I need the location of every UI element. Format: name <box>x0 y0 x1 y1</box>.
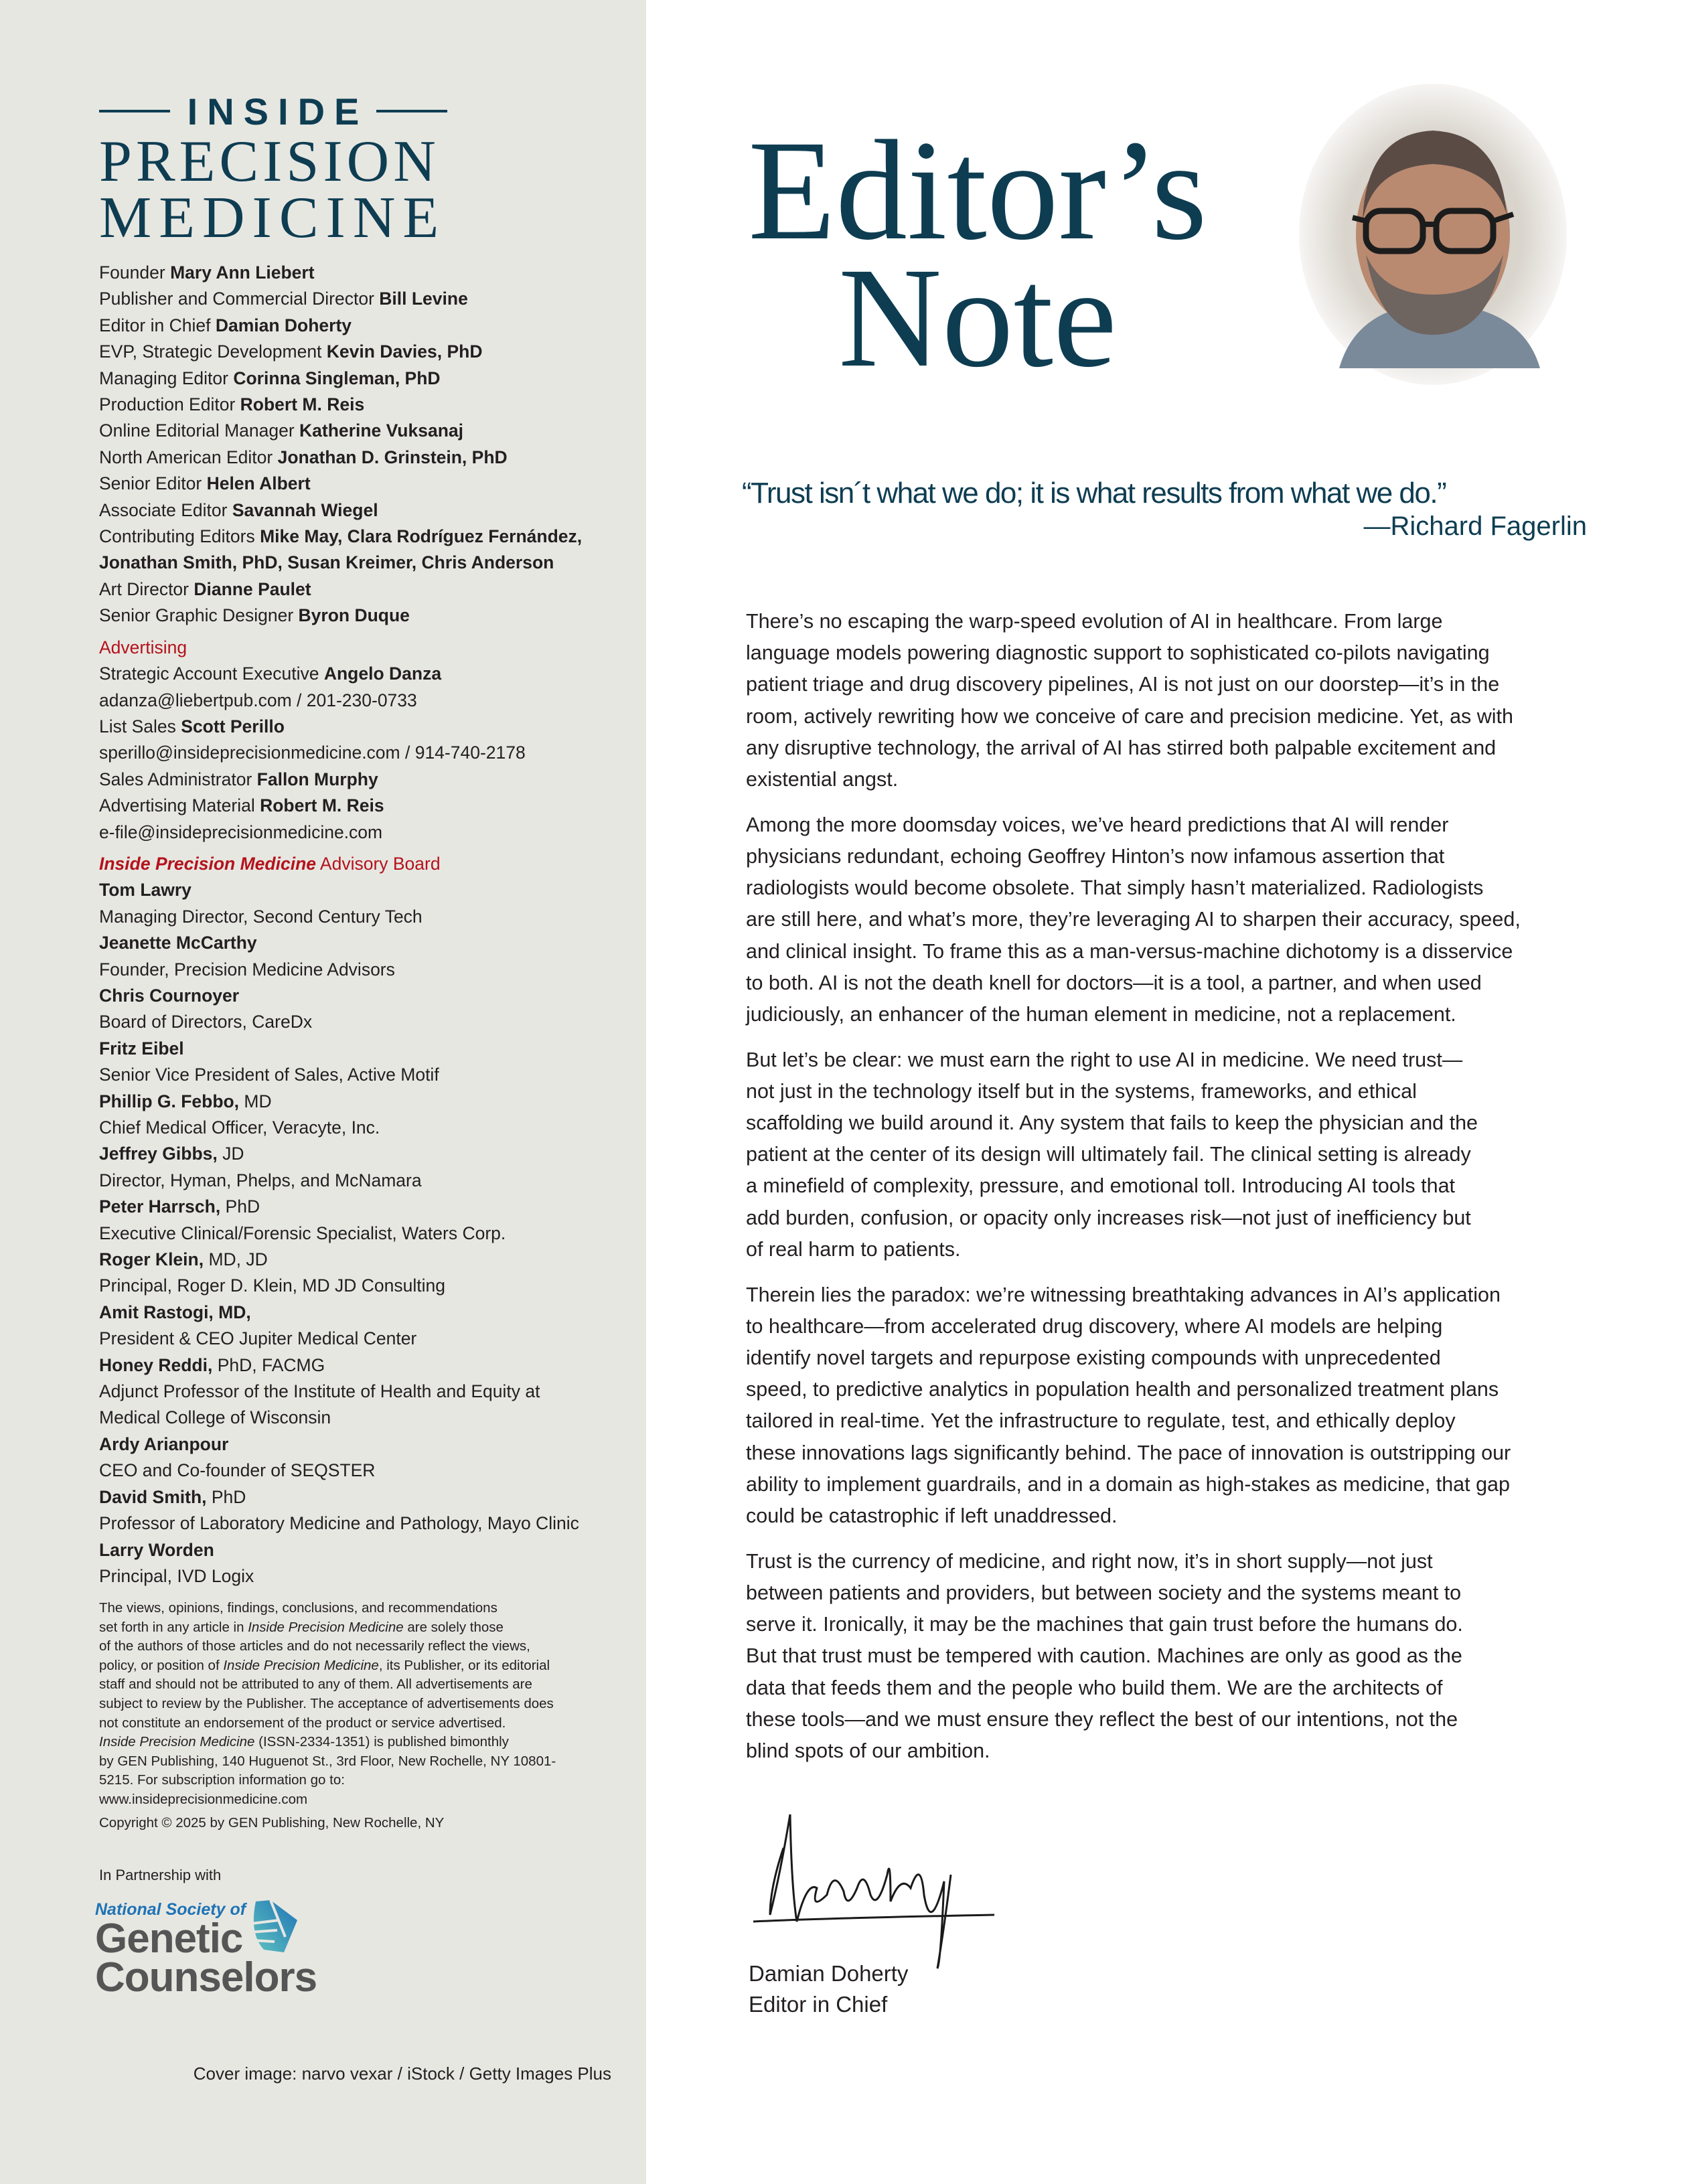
staff-line: Senior Editor Helen Albert <box>99 473 311 494</box>
paragraph <box>746 1279 1596 1533</box>
paragraph <box>746 1546 1596 1767</box>
board-member-title: Principal, IVD Logix <box>99 1565 254 1586</box>
board-member-name: Jeffrey Gibbs, JD <box>99 1144 244 1164</box>
copyright: Copyright © 2025 by GEN Publishing, New Rochelle, NY <box>99 1814 445 1830</box>
paragraph-line: any disruptive technology, the arrival of AI has stirred both palpable excitement and <box>746 736 1497 759</box>
board-member-name: David Smith, PhD <box>99 1486 246 1507</box>
logo-text: Genetic <box>95 1916 243 1962</box>
staff-line: Senior Graphic Designer Byron Duque <box>99 605 410 626</box>
paragraph-line: But let’s be clear: we must earn the right to use AI in medicine. We need trust— <box>746 1048 1463 1071</box>
disclaimer-line: staff and should not be attributed to any of them. All advertisements are <box>99 1676 532 1693</box>
paragraph-line: and clinical insight. To frame this as a man-versus-machine dichotomy is a disservice <box>746 939 1513 963</box>
paragraph-line: tailored in real-time. Yet the infrastructure to regulate, test, and ethically deploy <box>746 1409 1456 1433</box>
board-member-title: Principal, Roger D. Klein, MD JD Consulting <box>99 1275 445 1296</box>
paragraph-line: patient at the center of its design will ultimately fail. The clinical setting is already <box>746 1143 1471 1166</box>
board-member-name: Larry Worden <box>99 1539 214 1560</box>
disclaimer-line: www.insideprecisionmedicine.com <box>99 1791 308 1807</box>
staff-line: Production Editor Robert M. Reis <box>99 394 365 415</box>
board-member-name: Peter Harrsch, PhD <box>99 1196 260 1217</box>
disclaimer <box>99 1599 628 1832</box>
board-member-title: Professor of Laboratory Medicine and Pathology, Mayo Clinic <box>99 1513 579 1534</box>
advertising-line: Strategic Account Executive Angelo Danza <box>99 664 442 684</box>
partner-label: In Partnership with <box>99 1867 222 1883</box>
quote-attribution: —Richard Fagerlin <box>1363 512 1587 541</box>
page-title <box>737 111 1219 397</box>
pull-quote <box>742 477 1587 542</box>
signoff <box>749 1958 908 2020</box>
signoff-title: Editor in Chief <box>749 1992 888 2017</box>
staff-line: Managing Editor Corinna Singleman, PhD <box>99 368 441 388</box>
disclaimer-line: 5215. For subscription information go to: <box>99 1772 345 1788</box>
disclaimer-line: by GEN Publishing, 140 Huguenot St., 3rd Floor, New Rochelle, NY 10801- <box>99 1753 556 1769</box>
paragraph-line: between patients and providers, but between society and the systems meant to <box>746 1581 1462 1604</box>
paragraph-line: to both. AI is not the death knell for doctors—it is a tool, a partner, and when used <box>746 971 1482 994</box>
disclaimer-line: of the authors of those articles and do not necessarily reflect the views, <box>99 1638 530 1654</box>
advertising-heading: Advertising <box>99 637 187 657</box>
paragraph-line: scaffolding we build around it. Any system that fails to keep the physician and the <box>746 1111 1478 1135</box>
board-member-title: Chief Medical Officer, Veracyte, Inc. <box>99 1117 380 1138</box>
paragraph-line: to healthcare—from accelerated drug discovery, where AI models are helping <box>746 1314 1443 1338</box>
disclaimer-line: policy, or position of Inside Precision Medicine, its Publisher, or its editorial <box>99 1657 550 1673</box>
quote-text: “Trust isn´t what we do; it is what results from what we do.” <box>742 477 1446 510</box>
paragraph-line: existential angst. <box>746 768 899 791</box>
board-member-name: Chris Cournoyer <box>99 985 240 1006</box>
staff-line: Jonathan Smith, PhD, Susan Kreimer, Chris Anderson <box>99 552 554 573</box>
board-member-title: President & CEO Jupiter Medical Center <box>99 1328 417 1349</box>
staff-line: Online Editorial Manager Katherine Vuksanaj <box>99 420 464 441</box>
advertising-line: e-file@insideprecisionmedicine.com <box>99 822 383 842</box>
logo-medicine: MEDICINE <box>99 185 447 250</box>
advertising-line: sperillo@insideprecisionmedicine.com / 914-740-2178 <box>99 743 526 763</box>
title-line: Note <box>838 238 1117 397</box>
masthead-sidebar <box>0 0 646 2184</box>
paragraph-line: speed, to predictive analytics in population health and personalized treatment plans <box>746 1378 1499 1401</box>
paragraph-line: ability to implement guardrails, and in a domain as high-stakes as medicine, that gap <box>746 1472 1510 1496</box>
board-member-name: Tom Lawry <box>99 880 192 901</box>
publication-logo <box>99 90 447 250</box>
paragraph <box>746 809 1596 1030</box>
logo-precision: PRECISION <box>99 129 440 194</box>
board-member-title: Medical College of Wisconsin <box>99 1407 331 1428</box>
paragraph-line: a minefield of complexity, pressure, and emotional toll. Introducing AI tools that <box>746 1174 1456 1198</box>
board-member-name: Honey Reddi, PhD, FACMG <box>99 1354 325 1375</box>
paragraph-line: But that trust must be tempered with caution. Machines are only as good as the <box>746 1644 1462 1668</box>
advertising-line: List Sales Scott Perillo <box>99 716 285 736</box>
disclaimer-line: set forth in any article in Inside Precision Medicine are solely those <box>99 1619 504 1635</box>
board-member-name: Amit Rastogi, MD, <box>99 1302 251 1322</box>
paragraph <box>746 1044 1596 1265</box>
paragraph-line: of real harm to patients. <box>746 1237 961 1261</box>
signoff-name: Damian Doherty <box>749 1961 909 1986</box>
staff-line: Associate Editor Savannah Wiegel <box>99 499 378 520</box>
paragraph-line: patient triage and drug discovery pipelines, AI is not just on our doorstep—it’s in the <box>746 673 1500 696</box>
disclaimer-line: subject to review by the Publisher. The acceptance of advertisements does <box>99 1695 554 1711</box>
paragraph-line: Trust is the currency of medicine, and right now, it’s in short supply—not just <box>746 1549 1433 1573</box>
staff-list <box>99 260 635 1589</box>
paragraph-line: serve it. Ironically, it may be the machines that gain trust before the humans do. <box>746 1613 1463 1636</box>
board-member-name: Jeanette McCarthy <box>99 933 257 953</box>
paragraph-line: language models powering diagnostic support to sophisticated co-pilots navigating <box>746 641 1490 665</box>
advertising-line: Sales Administrator Fallon Murphy <box>99 769 378 789</box>
logo-text: National Society of <box>95 1900 246 1919</box>
board-member-title: Executive Clinical/Forensic Specialist, Waters Corp. <box>99 1223 506 1243</box>
paragraph-line: Therein lies the paradox: we’re witnessing breathtaking advances in AI’s application <box>746 1283 1501 1306</box>
paragraph-line: There’s no escaping the warp-speed evolution of AI in healthcare. From large <box>746 610 1443 633</box>
paragraph-line: could be catastrophic if left unaddressed. <box>746 1504 1118 1527</box>
staff-line: Founder Mary Ann Liebert <box>99 262 315 283</box>
article-body <box>746 606 1596 1781</box>
disclaimer-line: The views, opinions, findings, conclusions, and recommendations <box>99 1600 498 1616</box>
board-member-title: Board of Directors, CareDx <box>99 1012 313 1032</box>
paragraph-line: judiciously, an enhancer of the human element in medicine, not a replacement. <box>746 1002 1456 1026</box>
paragraph-line: room, actively rewriting how we conceive of care and precision medicine. Yet, as with <box>746 704 1513 728</box>
board-member-name: Phillip G. Febbo, MD <box>99 1091 272 1111</box>
paragraph-line: these tools—and we must ensure they reflect the best of our intentions, not the <box>746 1707 1458 1731</box>
board-member-name: Ardy Arianpour <box>99 1433 229 1454</box>
staff-line: Editor in Chief Damian Doherty <box>99 315 352 335</box>
paragraph-line: not just in the technology itself but in the systems, frameworks, and ethical <box>746 1079 1417 1103</box>
paragraph-line: are still here, and what’s more, they’re leveraging AI to sharpen their accuracy, speed, <box>746 908 1521 931</box>
nsgc-logo[interactable] <box>95 1900 323 2014</box>
staff-line: Publisher and Commercial Director Bill Levine <box>99 289 468 309</box>
editor-portrait <box>1299 80 1570 388</box>
paragraph-line: data that feeds them and the people who build them. We are the architects of <box>746 1676 1443 1699</box>
paragraph-line: add burden, confusion, or opacity only increases risk—not just of inefficiency but <box>746 1206 1471 1229</box>
board-member-title: CEO and Co-founder of SEQSTER <box>99 1460 376 1481</box>
paragraph-line: physicians redundant, echoing Geoffrey Hinton’s now infamous assertion that <box>746 844 1445 868</box>
board-member-title: Adjunct Professor of the Institute of Health and Equity at <box>99 1381 540 1402</box>
advertising-line: adanza@liebertpub.com / 201-230-0733 <box>99 690 417 710</box>
board-member-title: Managing Director, Second Century Tech <box>99 906 423 927</box>
board-member-name: Fritz Eibel <box>99 1038 184 1059</box>
dna-icon <box>244 1900 297 1960</box>
advisory-board-heading: Inside Precision Medicine Advisory Board <box>99 853 441 874</box>
board-member-name: Roger Klein, MD, JD <box>99 1249 268 1270</box>
board-member-title: Senior Vice President of Sales, Active Motif <box>99 1065 439 1085</box>
staff-line: Art Director Dianne Paulet <box>99 578 311 599</box>
logo-text: Counselors <box>95 1954 317 2001</box>
advertising-line: Advertising Material Robert M. Reis <box>99 795 384 816</box>
paragraph <box>746 606 1596 795</box>
logo-inside: INSIDE <box>187 90 369 133</box>
staff-line: EVP, Strategic Development Kevin Davies, PhD <box>99 341 483 362</box>
cover-credit: Cover image: narvo vexar / iStock / Getty Images Plus <box>193 2063 611 2084</box>
staff-line: Contributing Editors Mike May, Clara Rodríguez Fernández, <box>99 526 583 547</box>
paragraph-line: these innovations lags significantly behind. The pace of innovation is outstripping our <box>746 1441 1511 1464</box>
board-member-title: Founder, Precision Medicine Advisors <box>99 959 395 980</box>
disclaimer-line: Inside Precision Medicine (ISSN-2334-1351) is published bimonthly <box>99 1734 509 1750</box>
paragraph-line: radiologists would become obsolete. That simply hasn’t materialized. Radiologists <box>746 876 1484 900</box>
title-line: Editor’s <box>748 111 1207 270</box>
staff-line: North American Editor Jonathan D. Grinstein, PhD <box>99 447 508 467</box>
disclaimer-line: not constitute an endorsement of the product or service advertised. <box>99 1715 506 1731</box>
paragraph-line: identify novel targets and repurpose existing compounds with unprecedented <box>746 1346 1441 1369</box>
board-member-title: Director, Hyman, Phelps, and McNamara <box>99 1170 422 1190</box>
paragraph-line: Among the more doomsday voices, we’ve heard predictions that AI will render <box>746 813 1449 836</box>
paragraph-line: blind spots of our ambition. <box>746 1739 990 1762</box>
